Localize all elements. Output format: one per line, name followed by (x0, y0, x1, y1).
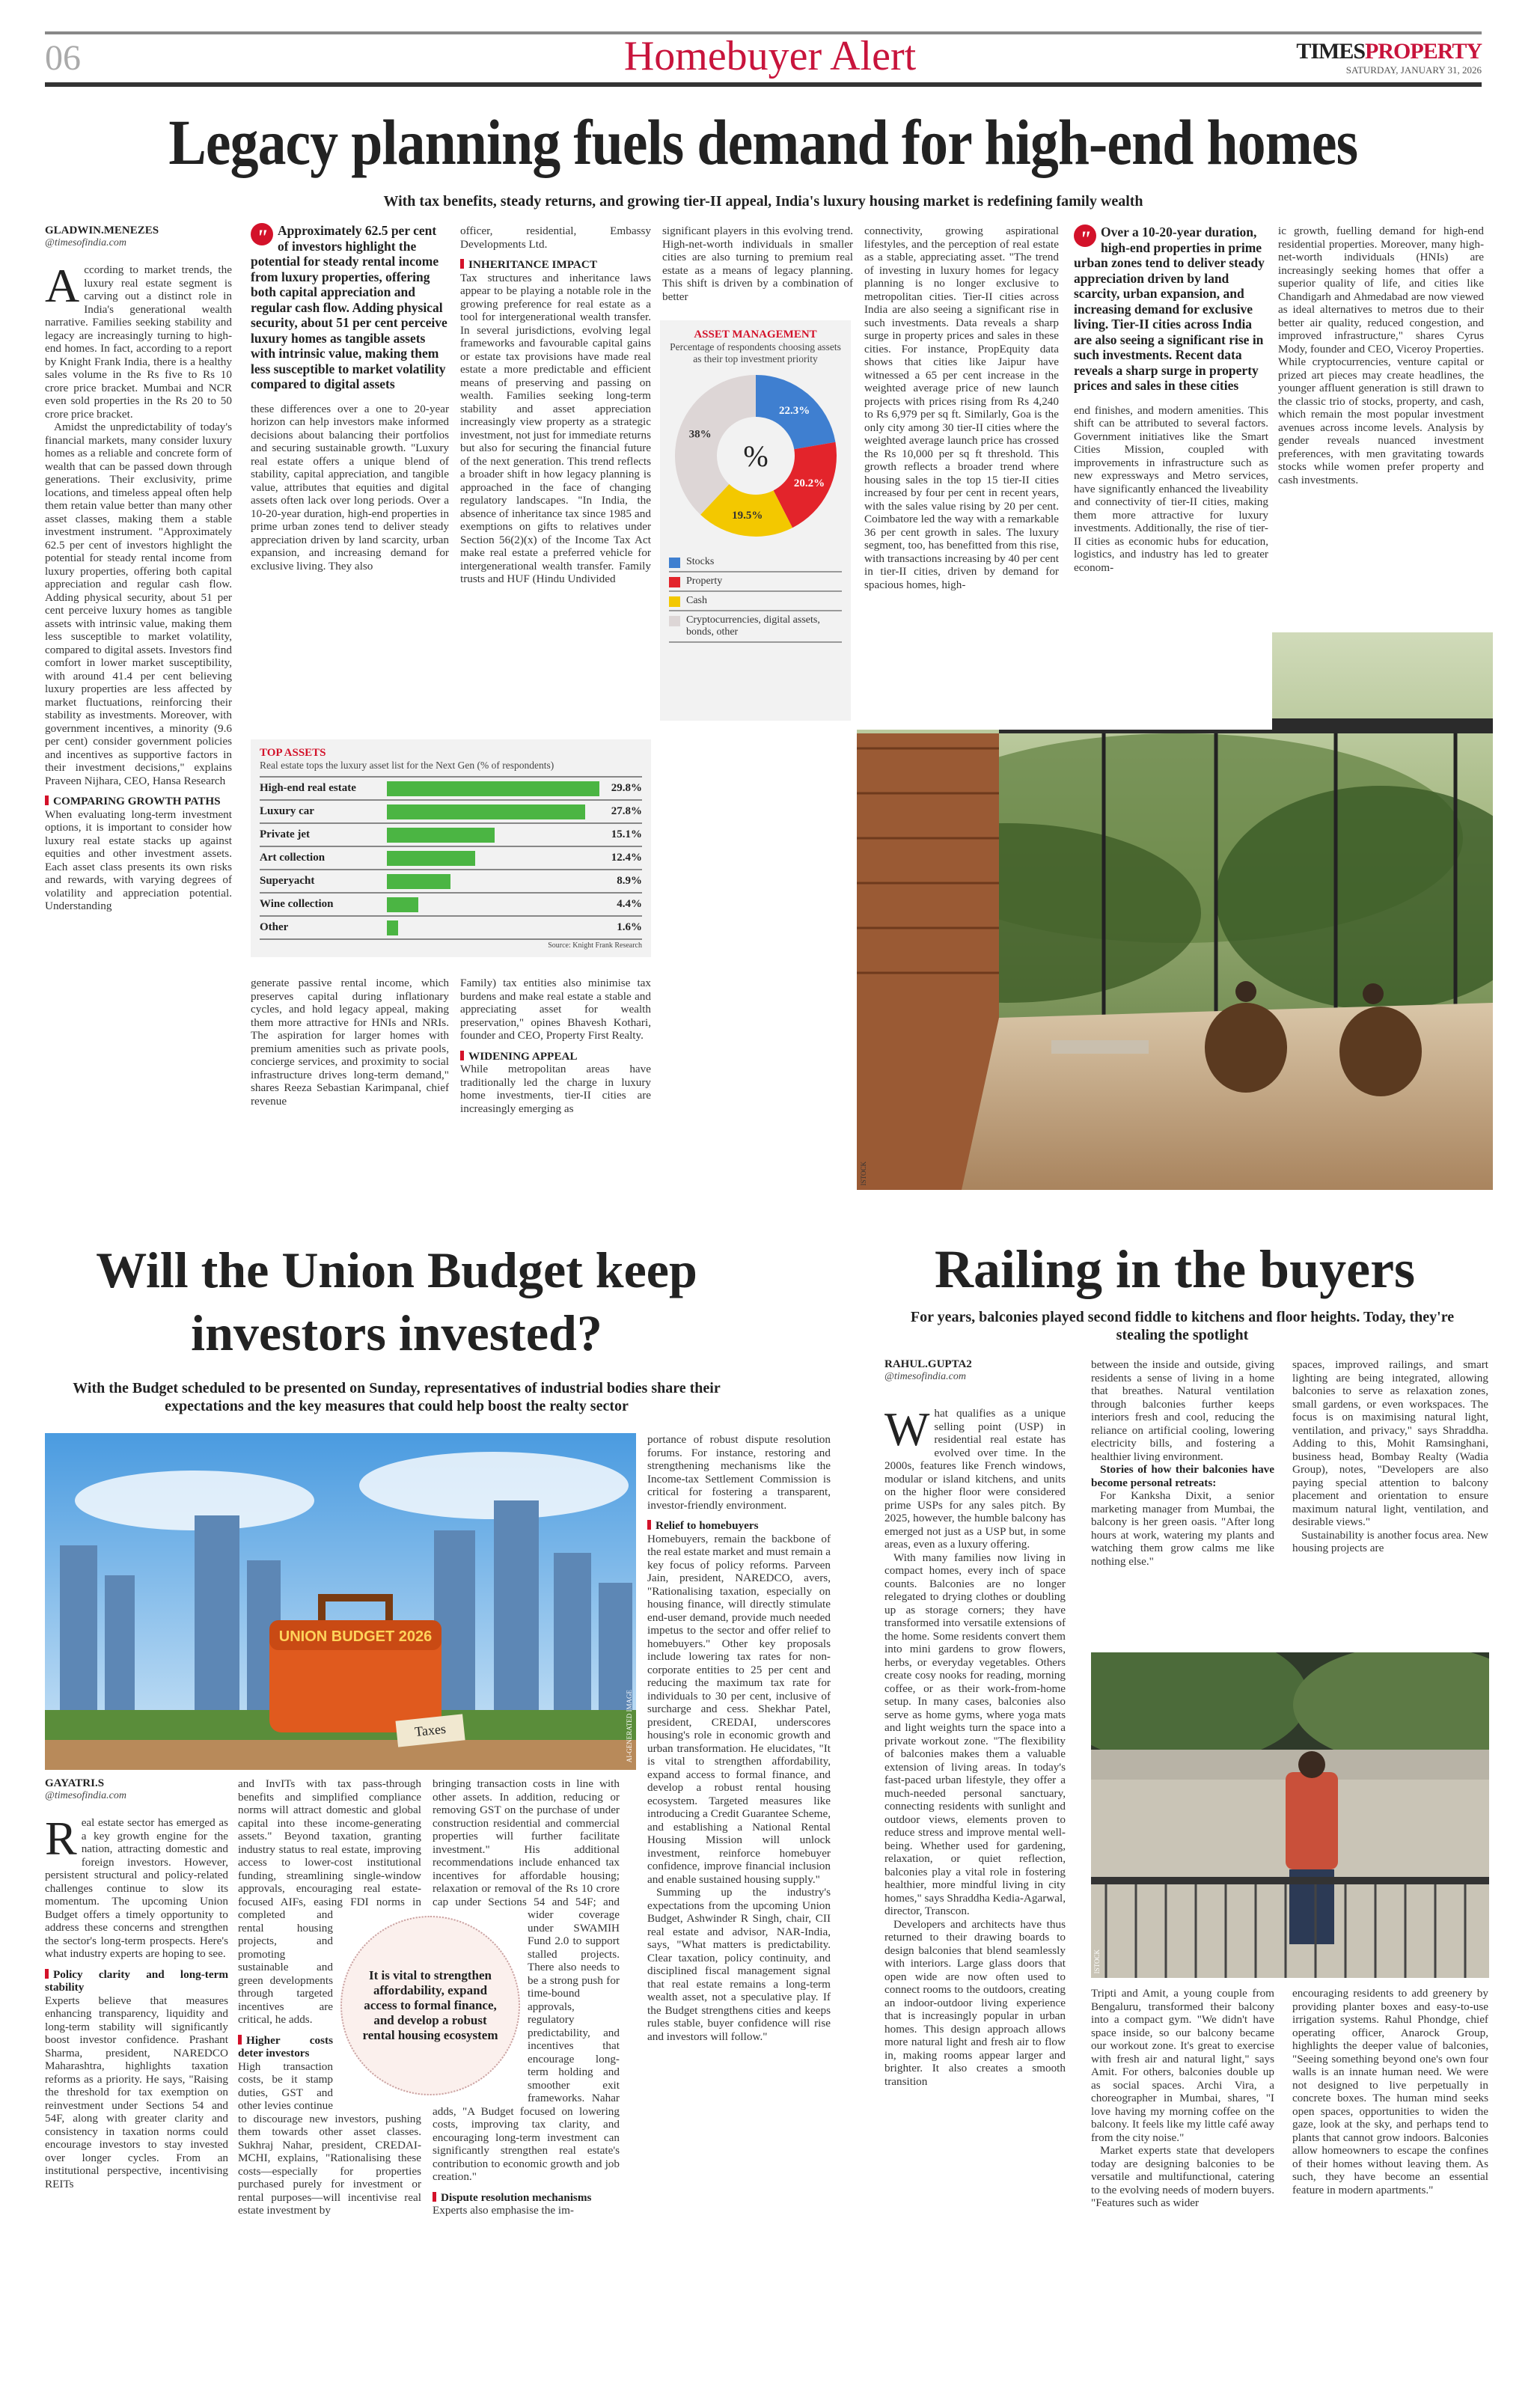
bar (387, 781, 599, 796)
story1-deck: With tax benefits, steady returns, and growing tier-II appeal, India's luxury housing market is redefining family wealth (383, 193, 1143, 210)
bar-row (260, 892, 642, 915)
body-paragraph: Market experts state that developers today are designing balconies to be versatile and multifunctional, catering to the evolving needs of modern buyers. "Features such as wider (1091, 2144, 1274, 2209)
chart-source: Source: Knight Frank Research (260, 938, 642, 950)
bar-row (260, 822, 642, 846)
body-paragraph: Amidst the unpredictability of today's financial markets, many consider luxury homes as a reliable and concrete form of wealth that can be passed down through generations. Their exclusivity, prime locations, and timeless appeal often help them retain value better than many other asset classes, making them a stable investment instrument. "Approximately 62.5 per cent of investors highlight the potential for steady rental income from luxury properties, offering both capital appreciation and regular cash flow. Adding physical security, about 51 per cent perceive luxury homes as tangible assets with intrinsic value, making them less susceptible to market volatility, compared to digital assets. Investors find comfort in lower market susceptibility, with around 41.4 per cent believing luxury properties are less affected by market fluctuations, reinforcing their stability as investments. Moreover, with government incentives, a minority (9.6 per cent) consider government policies and incentives as supportive factors in their investment decisions," explains Praveen Nijhara, CEO, Hansa Research (45, 421, 232, 787)
quote-icon: " (251, 223, 273, 245)
body-paragraph: portance of robust dispute resolution forums. For instance, restoring and strengthening mechanisms like the Income-tax Settlement Commission is critical for fostering a transparent, investor-friendly environment. (647, 1433, 831, 1512)
top-assets-chart (251, 739, 651, 957)
bar-row (260, 776, 642, 799)
image-lettering-budget: UNION BUDGET 2026 (278, 1628, 433, 1645)
story3-column-1 (884, 1407, 1066, 2389)
body-paragraph: High transaction costs, be it stamp duties, GST and other levies continue to discourage new investors, pushing them towards other asset classes. Sukhraj Nahar, president, CREDAI-MCHI, explains, "Rationalising these costs—especially for properties purchased purely for investment or rental purposes—will incentivise real estate investment by (238, 2059, 421, 2217)
bar (387, 804, 585, 819)
bar (387, 897, 418, 912)
byline-email: @timesofindia.com (45, 237, 126, 248)
bar-row (260, 799, 642, 822)
photo-credit: ISTOCK (860, 1161, 867, 1185)
body-paragraph: between the inside and outside, giving residents a sense of living in a home that breathes. Natural ventilation through balconies further keeps interiors fresh and cool, reducing the reliance on artificial cooling, lowering electricity bills, and fostering a healthier living environment. (1091, 1358, 1274, 1463)
bar-list (260, 776, 642, 938)
story1-column-2b (251, 977, 449, 1190)
chart-subtitle: Real estate tops the luxury asset list for the Next Gen (% of respondents) (260, 760, 554, 771)
body-paragraph: end finishes, and modern amenities. This shift can be attributed to several factors. Government initiatives like the Smart Cities Mission, coupled with improvements in infrastructure such as new expressways and Metro services, have significantly enhanced the liveability and connectivity of tier-II cities, making them more attractive for luxury investments. Additionally, the rise of tier-II cities as economic hubs for education, logistics, and industry has led to greater econom- (1074, 403, 1268, 574)
story1-headline: Legacy planning fuels demand for high-end homes (168, 106, 1358, 178)
donut-legend (669, 553, 842, 643)
story1-photo-terrace (857, 730, 1493, 1190)
story2-column-4 (647, 1433, 831, 2389)
story3-balcony-photo (1091, 1652, 1489, 1978)
bar-value-label: 15.1% (611, 828, 642, 840)
body-paragraph: Homebuyers, remain the backbone of the real estate market and must remain a key focus of policy reforms. Parveen Jain, president, NAREDCO, avers, "Rationalising taxation, especially on housing finance, will directly stimulate end-user demand, provide much needed impetus to the sector and offer relief to homebuyers." Other key proposals include lowering tax rates for non-corporate entities to 25 per cent and reducing the maximum tax rate for individuals to 30 per cent, inclusive of surcharge and cess. Shekhar Patel, president, CREDAI, underscores housing's role in economic growth and urban transformation. He elucidates, "It is vital to strengthen affordability, expand access to formal finance, and develop a robust rental housing ecosystem. Targeted measures like introducing a Credit Guarantee Scheme, and establishing a National Rental Housing Mission will unlock investment, reinforce homebuyer confidence, improve financial inclusion and enable sustained housing supply." (647, 1532, 831, 1886)
bar-label: Other (260, 921, 289, 933)
subheading: Relief to homebuyers (647, 1519, 831, 1533)
bar-track (387, 851, 601, 866)
story1-column-5 (864, 225, 1059, 722)
donut-slice-label: 38% (688, 428, 712, 441)
body-paragraph: Family) tax entities also minimise tax burdens and make real estate a stable and appreciating asset for wealth preservation," opines Bhavesh Kothari, founder and CEO, Property First Realty. (460, 977, 651, 1042)
bar-value-label: 29.8% (611, 782, 642, 794)
bar-label: Private jet (260, 828, 311, 840)
story2-pullquote: It is vital to strengthen affordability, expand access to formal finance, and develop a robust rental housing ecosystem (340, 1916, 520, 2095)
asset-management-chart (660, 320, 851, 721)
bar-label: Wine collection (260, 898, 334, 910)
bar-label: Superyacht (260, 875, 315, 887)
body-paragraph: Tripti and Amit, a young couple from Bengaluru, transformed their balcony into a compact gym. "We didn't have space inside, so our balcony became our workout zone. It's great to exercise with fresh air and natural light," says Amit. For others, balconies double up as social spaces. Archi Vira, a choreographer in Mumbai, shares, "I love having my morning coffee on the balcony. It feels like my little café away from the city noise." (1091, 1987, 1274, 2144)
bar-value-label: 4.4% (617, 898, 642, 910)
brand-logo (1296, 39, 1482, 76)
body-paragraph: With many families now living in compact homes, every inch of space counts. Balconies are no longer relegated to drying clothes or doubling up as storage corners; they have transformed into versatile extensions of the home. Some residents convert them into mini gardens to grow flowers, herbs, or everyday vegetables. Others create cosy nooks for reading, morning coffee, or as their work-from-home setup. In many cases, balconies also serve as home gyms, where yoga mats and light weights turn the space into a private workout zone. "The flexibility of balconies makes them a valuable extension of living areas. In today's fast-paced urban lifestyle, they offer a much-needed personal sanctuary, connecting residents with sunlight and outdoor views, elements proven to reduce stress and improve mental well-being. Whether used for gardening, relaxation, or quiet reflection, balconies play a vital role in fostering healthier, more mindful living in city homes," says Shraddha Kedia-Agarwal, director, Transcon. (884, 1551, 1066, 1917)
story3-deck: For years, balconies played second fiddle to kitchens and floor heights. Today, they're stealing the spotlight (910, 1309, 1455, 1343)
subheading: INHERITANCE IMPACT (460, 258, 651, 272)
headline-line-1: Will the Union Budget keep (96, 1242, 697, 1298)
donut-slice-label: 19.5% (731, 510, 763, 522)
donut-slice-label: 20.2% (793, 477, 825, 489)
image-lettering-taxes: Taxes (414, 1720, 447, 1740)
pullquote-text: Over a 10-20-year duration, high-end properties in prime urban zones tend to deliver steady appreciation driven by land scarcity, urban expansion, and increasing demand for exclusive living. Tier-II cities across India are also seeing a significant rise in such investments. Recent data reveals a sharp surge in property prices and sales in these cities (1074, 225, 1265, 393)
legend-label: Cryptocurrencies, digital assets, bonds, other (686, 614, 820, 638)
story2-budget-image (45, 1433, 636, 1770)
byline-email: @timesofindia.com (884, 1371, 966, 1382)
legend-item (669, 611, 842, 643)
body-paragraph: Real estate sector has emerged as a key growth engine for the nation, attracting domestic and foreign investors. However, persistent structural and policy-related challenges continue to slow its momentum. The upcoming Union Budget offers a timely opportunity to address these concerns and strengthen the sector's long-term prospects. Here's what industry experts are hoping to see. (45, 1816, 228, 1960)
terrace-illustration-top (1272, 632, 1493, 730)
story3-column-3b (1292, 1987, 1488, 2389)
brand-times: TIMES (1296, 39, 1366, 64)
body-paragraph: Experts also emphasise the im- (433, 2204, 574, 2217)
byline-name: GLADWIN.MENEZES (45, 225, 159, 236)
body-paragraph: bringing transaction costs in line with other assets. In addition, reducing or removing GST on the purchase of under construction residential and commercial properties will further facilitate investment." His additional recommendations include enhanced tax incentives for affordable housing; relaxation or removal of the Rs 10 crore cap under Sections 54 and 54F; and wider coverage under SWAMIH Fund 2.0 to support stalled projects. There also needs to be a strong push for time-bound approvals, regulatory predictability, and incentives that encourage long-term holding and smoother exit frameworks. Nahar adds, "A Budget focused on lowering costs, improving tax clarity, and encouraging long-term investment can significantly strengthen real estate's contribution to economic growth and job creation." (433, 1777, 620, 2183)
bar (387, 851, 475, 866)
budget-illustration (45, 1433, 636, 1770)
headline-line-2: investors invested? (191, 1304, 602, 1361)
subheading: Higher costs deter investors (238, 2034, 421, 2060)
masthead-rule-bottom (45, 82, 1482, 87)
body-paragraph: When evaluating long-term investment options, it is important to consider how luxury real estate stacks up against equities and other investment assets. Each asset class presents its own risks and rewards, with varying degrees of volatility and appreciation potential. Understanding (45, 807, 232, 912)
body-paragraph: Tax structures and inheritance laws appear to be playing a notable role in the growing preference for real estate as a tool for intergenerational wealth transfer. In several jurisdictions, evolving legal frameworks and favourable capital gains or estate tax provisions have made real estate a more predictable and efficient means of preserving and passing on wealth. Families seeking long-term stability and asset appreciation increasingly view property as a strategic investment, not just for immediate returns but also for securing the financial future of the next generation. This trend reflects a broader shift in how legacy planning is approached in the face of changing regulatory landscapes. "In India, the absence of inheritance tax since 1985 and exemptions on gifts to relatives under Section 56(2)(x) of the Income Tax Act make real estate a preferred vehicle for intergenerational wealth transfer. Family trusts and HUF (Hindu Undivided (460, 271, 651, 585)
bar-value-label: 8.9% (617, 875, 642, 887)
bar-label: High-end real estate (260, 782, 356, 794)
section-title: Homebuyer Alert (623, 33, 917, 79)
legend-label: Stocks (686, 556, 715, 567)
photo-credit: ISTOCK (1093, 1949, 1101, 1973)
bar (387, 920, 398, 935)
byline-email: @timesofindia.com (45, 1790, 126, 1801)
legend-label: Cash (686, 595, 707, 606)
issue-date: SATURDAY, JANUARY 31, 2026 (1345, 64, 1482, 76)
chart-title: TOP ASSETS (260, 747, 326, 759)
subheading: WIDENING APPEAL (460, 1050, 651, 1063)
legend-item (669, 553, 842, 572)
legend-label: Property (686, 575, 723, 587)
story1-photo-terrace-top (1272, 632, 1493, 730)
story2-byline (45, 1777, 228, 1811)
subheading: Policy clarity and long-term stability (45, 1967, 228, 1994)
body-paragraph: these differences over a one to 20-year horizon can help investors make informed decisions about balancing their portfolios and securing sustainable growth. "Luxury real estate offers a unique blend of stability, capital appreciation, and tangible value, attributes that equities and digital assets often lack over long periods. Over a 10-20-year duration, high-end properties in prime urban zones tend to deliver steady appreciation driven by land scarcity, urban expansion, and increasing demand for exclusive living. They also (251, 402, 449, 572)
inline-subheading: Stories of how their balconies have become personal retreats: (1091, 1463, 1274, 1489)
donut-title: ASSET MANAGEMENT (694, 329, 817, 341)
donut-slice-label: 22.3% (778, 404, 810, 417)
body-paragraph: officer, residential, Embassy Developments Ltd. (460, 225, 651, 251)
legend-item (669, 592, 842, 611)
bar-track (387, 804, 601, 819)
bar-row (260, 846, 642, 869)
story1-byline (45, 225, 232, 258)
subheading: COMPARING GROWTH PATHS (45, 795, 232, 808)
pullquote-text: Approximately 62.5 per cent of investors highlight the potential for steady rental income from luxury properties, offering both capital appreciation and regular cash flow. Adding physical security, about 51 per cent perceive luxury homes as tangible assets with intrinsic value, making them less susceptible to market volatility compared to digital assets (251, 223, 447, 391)
body-paragraph: According to market trends, the luxury real estate segment is carving out a distinct role in India's generational wealth narrative. Families seeking stability and legacy are increasingly turning to high-end homes. In fact, according to a report by Knight Frank India, there is a healthy sales volume in the Rs five to Rs 10 crore price bracket. Mumbai and NCR even sold properties in the Rs 20 to 50 crore price bracket. (45, 263, 232, 421)
body-paragraph: Experts believe that measures enhancing transparency, liquidity and long-term stability will significantly boost investor confidence. Prashant Sharma, president, NAREDCO Maharashtra, highlights taxation reforms as a priority. He says, "Raising the threshold for tax exemption on reinvestment under Sections 54 and 54F, along with greater clarity and consistency in taxation norms could encourage investors to stay invested over longer cycles. From an institutional perspective, incentivising REITs (45, 1994, 228, 2190)
body-paragraph: generate passive rental income, which preserves capital during inflationary cycles, and hold legacy appeal, making them more attractive for HNIs and NRIs. The aspiration for larger homes with premium amenities such as private pools, concierge services, and proximity to social infrastructure drives long-term demand," shares Reeza Sebastian Karimpanal, chief revenue (251, 977, 449, 1108)
story1-column-1 (45, 263, 232, 1190)
donut-center-label: % (742, 439, 769, 473)
bar (387, 874, 450, 889)
bar-row (260, 869, 642, 892)
byline-name: RAHUL.GUPTA2 (884, 1358, 972, 1370)
bar-track (387, 828, 601, 843)
bar-track (387, 874, 601, 889)
story1-column-2-stack (251, 223, 449, 730)
story1-column-7 (1278, 225, 1484, 625)
story3-column-2b (1091, 1987, 1274, 2389)
donut-chart (670, 370, 842, 542)
story1-column-6 (1074, 404, 1268, 723)
legend-item (669, 572, 842, 592)
body-paragraph: and InvITs with tax pass-through benefits and simplified compliance norms will attract domestic and global capital into these income-generating assets." Beyond taxation, granting industry status to real estate, improving access to lower-cost institutional funding, streamlining single-window approvals, encouraging real estate-focused AIFs, easing FDI norms in completed and rental housing projects, and promoting sustainable and green developments through targeted incentives are critical, he adds. (238, 1777, 421, 2026)
bar-track (387, 781, 601, 796)
story3-byline (884, 1358, 1064, 1392)
story2-headline (45, 1239, 748, 1364)
legend-swatch (669, 596, 680, 607)
body-paragraph: connectivity, growing aspirational lifestyles, and the perception of real estate as a stable, appreciating asset. "The trend of investing in luxury homes for legacy planning is no longer exclusive to metropolitan cities. Tier-II cities across India are also seeing a significant rise in such investments. Data reveals a sharp surge in property prices and sales in these cities. For instance, PropEquity data shows that cities like Jaipur have witnessed a 65 per cent increase in the weighted average price of new launch projects with prices rising from Rs 4,240 to Rs 6,979 per sq ft. Similarly, Goa is the only city among 30 tier-II cities where the weighted average launch price has crossed the Rs 10,000 per sq ft threshold. This growth reflects a broader trend where housing sales in the top 15 tier-II cities increased by four per cent in recent years, with the sales value rising by 20 per cent. Coimbatore led the way with a remarkable 36 per cent growth in sales. The luxury segment, too, has benefitted from this rise, with transactions increasing by 40 per cent in tier-II cities, driven by demand for spacious homes, high- (864, 225, 1059, 591)
story1-column-6-stack (1074, 225, 1268, 722)
body-paragraph: Sustainability is another focus area. New housing projects are (1292, 1528, 1488, 1554)
body-paragraph: Developers and architects have thus returned to their drawing boards to design balconies that blend seamlessly with interiors. Large glass doors that open wide are now often used to connect rooms to the outdoors, creating an indoor-outdoor living experience that is increasingly popular in urban homes. This design approach allows more natural light and fresh air to flow in, making rooms appear larger and brighter. It also creates a smooth transition (884, 1917, 1066, 2088)
body-paragraph: For Kanksha Dixit, a senior marketing manager from Mumbai, the balcony is her green oasis. "After long hours at work, watering my plants and watching them grow calms me like nothing else." (1091, 1489, 1274, 1568)
story3-column-3a (1292, 1358, 1488, 1646)
story1-column-4 (662, 225, 853, 314)
story3-column-2a (1091, 1358, 1274, 1646)
story2-deck: With the Budget scheduled to be presented on Sunday, representatives of industrial bodies share their expectations and the key measures that could help boost the realty sector (73, 1380, 721, 1414)
legend-swatch (669, 558, 680, 568)
story1-headline-wrap (45, 105, 1482, 180)
story1-column-2a (251, 403, 449, 730)
bar-track (387, 920, 601, 935)
body-paragraph: While metropolitan areas have traditionally led the charge in luxury home investments, tier-II cities are increasingly emerging as (460, 1063, 651, 1115)
donut-subtitle: Percentage of respondents choosing assets as their top investment priority (670, 341, 841, 364)
bar-row (260, 915, 642, 938)
body-paragraph: ic growth, fuelling demand for high-end residential properties. Moreover, many high-net-worth individuals (HNIs) are increasingly seeking homes that offer a superior quality of life, and cities like Chandigarh and Ahmedabad are now viewed as ideal alternatives to metros due to their better air quality, reduced congestion, and improved infrastructure," shares Cyrus Mody, founder and CEO, Viceroy Properties. While cryptocurrencies, venture capital or prized art pieces may create headlines, the younger affluent generation is still drawn to the classic trio of stocks, property, and cash, which remain the most popular investment avenues across income levels. Analysis by gender reveals nuanced investment preferences, with men gravitating towards stocks while women prefer property and cash investments. (1278, 225, 1484, 486)
story1-pullquote-2 (1074, 225, 1268, 394)
balcony-illustration (1091, 1652, 1489, 1978)
story1-column-3a (460, 225, 651, 730)
page-number: 06 (45, 38, 81, 78)
bar-value-label: 12.4% (611, 852, 642, 864)
story1-column-3b (460, 977, 651, 1190)
bar (387, 828, 495, 843)
bar-label: Art collection (260, 852, 326, 864)
terrace-illustration (857, 730, 1493, 1190)
image-credit: AI-GENERATED IMAGE (626, 1689, 633, 1762)
bar-value-label: 27.8% (611, 805, 642, 817)
byline-name: GAYATRI.S (45, 1777, 105, 1789)
story3-headline: Railing in the buyers (934, 1239, 1416, 1299)
subheading: Dispute resolution mechanisms (433, 2191, 620, 2205)
brand-property: PROPERTY (1365, 39, 1482, 64)
bar-track (387, 897, 601, 912)
body-paragraph: significant players in this evolving trend. High-net-worth individuals in smaller cities are also turning to premium real estate as a means of legacy planning. This shift is driven by a combination of better (662, 225, 853, 303)
legend-swatch (669, 577, 680, 587)
body-paragraph: spaces, improved railings, and smart lighting are being integrated, allowing balconies to serve as relaxation zones, small gardens, or even workspaces. The focus is on maximising natural light, ventilation, and privacy," says Shraddha. Adding to this, Mohit Ramsinghani, business head, Bombay Realty (Wadia Group), notes, "Developers are also paying special attention to balcony placement and orientation to ensure maximum natural light, ventilation, and desirable views." (1292, 1358, 1488, 1528)
legend-swatch (669, 616, 680, 626)
story2-column-1 (45, 1816, 228, 2389)
bar-value-label: 1.6% (617, 921, 642, 933)
body-paragraph: encouraging residents to add greenery by providing planter boxes and easy-to-use irrigation systems. Rahul Phondge, chief operating officer, Anarock Group, highlights the deeper value of balconies, "Seeing something beyond one's own four walls is an innate human need. We were not designed to live perpetually in concrete boxes. The human mind seeks open spaces, opportunities to widen the gaze, look at the sky, and perhaps tend to plants that cannot grow indoors. Balconies allow homeowners to escape the confines of their homes without leaving them. As such, they have become an essential feature in modern apartments." (1292, 1987, 1488, 2196)
story1-pullquote-1 (251, 223, 449, 392)
bar-label: Luxury car (260, 805, 314, 817)
body-paragraph: What qualifies as a unique selling point (USP) in residential real estate has evolved over time. In the 2000s, features like French windows, modular or island kitchens, and units on the higher floor were considered prime USPs for any sales pitch. By 2025, however, the humble balcony has emerged not just as a USP but, in some areas, even as a luxury offering. (884, 1407, 1066, 1551)
body-paragraph: Summing up the industry's expectations from the upcoming Union Budget, Ashwinder R Singh, chair, CII real estate and advisor, NAR-India, says, "What matters is predictability. Clear taxation, policy continuity, and disciplined fiscal management signal that real estate remains a long-term wealth asset, not a speculative play. If the Budget strengthens cities and keeps rules stable, buyer confidence will rise and investors will follow." (647, 1886, 831, 2043)
quote-icon: " (1074, 225, 1096, 247)
